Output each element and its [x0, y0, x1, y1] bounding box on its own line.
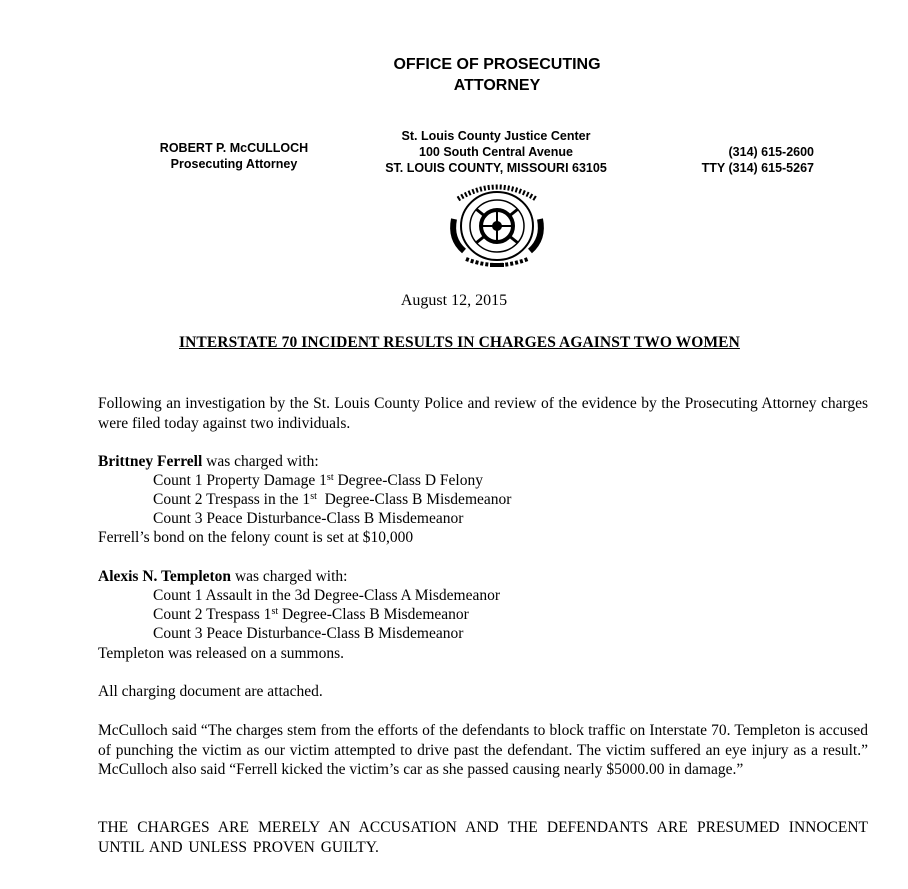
- headline: INTERSTATE 70 INCIDENT RESULTS IN CHARGES AGAINST TWO WOMEN: [179, 334, 740, 351]
- phone-number: (314) 615-2600: [728, 145, 814, 159]
- count-text: Count 2 Trespass 1: [153, 606, 272, 623]
- defendant-2-heading: [98, 567, 347, 587]
- count-ordinal: st: [310, 491, 317, 502]
- defendant-2-name: Alexis N. Templeton: [98, 568, 232, 585]
- attachments-note: All charging document are attached.: [98, 683, 323, 700]
- address-line-2: 100 South Central Avenue: [419, 145, 573, 159]
- defendant-2-charged-text: was charged with:: [231, 568, 348, 585]
- tty-number: TTY (314) 615-5267: [701, 161, 814, 175]
- count-text: Count 3 Peace Disturbance-Class B Misdemeanor: [153, 625, 464, 642]
- release-date: August 12, 2015: [400, 292, 508, 309]
- count-text: Degree-Class B Misdemeanor: [316, 491, 512, 508]
- defendant-1-count-2: [153, 490, 511, 510]
- intro-paragraph: Following an investigation by the St. Louis County Police and review of the evidence by the Prosecuting Attorney charges were filed today against two individuals.: [98, 395, 868, 432]
- count-ordinal: st: [271, 606, 279, 617]
- office-title-line2: ATTORNEY: [453, 77, 541, 94]
- defendant-2-disposition: Templeton was released on a summons.: [98, 645, 344, 662]
- office-address: [360, 128, 632, 176]
- office-title: [0, 54, 908, 96]
- defendant-1-heading: [98, 452, 319, 472]
- county-seal-icon: [446, 179, 548, 269]
- defendant-1-count-3: [153, 509, 463, 529]
- count-text: Degree-Class B Misdemeanor: [278, 606, 469, 623]
- defendant-2-count-2: [153, 605, 469, 625]
- disclaimer: THE CHARGES ARE MERELY AN ACCUSATION AND THE DEFENDANTS ARE PRESUMED INNOCENT UNTIL AND UNLESS PROVEN GUILTY.: [98, 819, 868, 856]
- defendant-1-charged-text: was charged with:: [202, 453, 319, 470]
- count-text: Count 2 Trespass in the 1: [153, 491, 311, 508]
- defendant-1-disposition: Ferrell’s bond on the felony count is set at $10,000: [98, 529, 414, 546]
- count-text: Degree-Class D Felony: [333, 472, 483, 489]
- prosecutor-name: ROBERT P. McCULLOCH: [159, 141, 309, 155]
- quote-paragraph: McCulloch said “The charges stem from the efforts of the defendants to block traffic on Interstate 70. Templeton is accused of punching the victim as our victim attempted to drive past the defendant. The victim suffered an eye injury as a result.” McCulloch also said “Ferrell kicked the victim’s car as she passed causing nearly $5000.00 in damage.”: [98, 722, 868, 778]
- count-text: Count 3 Peace Disturbance-Class B Misdemeanor: [153, 510, 464, 527]
- address-line-1: St. Louis County Justice Center: [401, 129, 591, 143]
- address-line-3: ST. LOUIS COUNTY, MISSOURI 63105: [385, 161, 607, 175]
- count-text: Count 1 Property Damage 1: [153, 472, 327, 489]
- office-title-line1: OFFICE OF PROSECUTING: [393, 56, 601, 73]
- prosecutor-title: Prosecuting Attorney: [170, 157, 298, 171]
- count-text: Count 1 Assault in the 3d Degree-Class A Misdemeanor: [153, 587, 500, 604]
- defendant-1-name: Brittney Ferrell: [98, 453, 203, 470]
- defendant-2-count-1: [153, 586, 500, 606]
- defendant-2-count-3: [153, 624, 463, 644]
- defendant-1-count-1: [153, 471, 483, 491]
- phone-block: [660, 144, 814, 176]
- prosecuting-attorney-block: [134, 140, 334, 172]
- count-ordinal: st: [326, 472, 334, 483]
